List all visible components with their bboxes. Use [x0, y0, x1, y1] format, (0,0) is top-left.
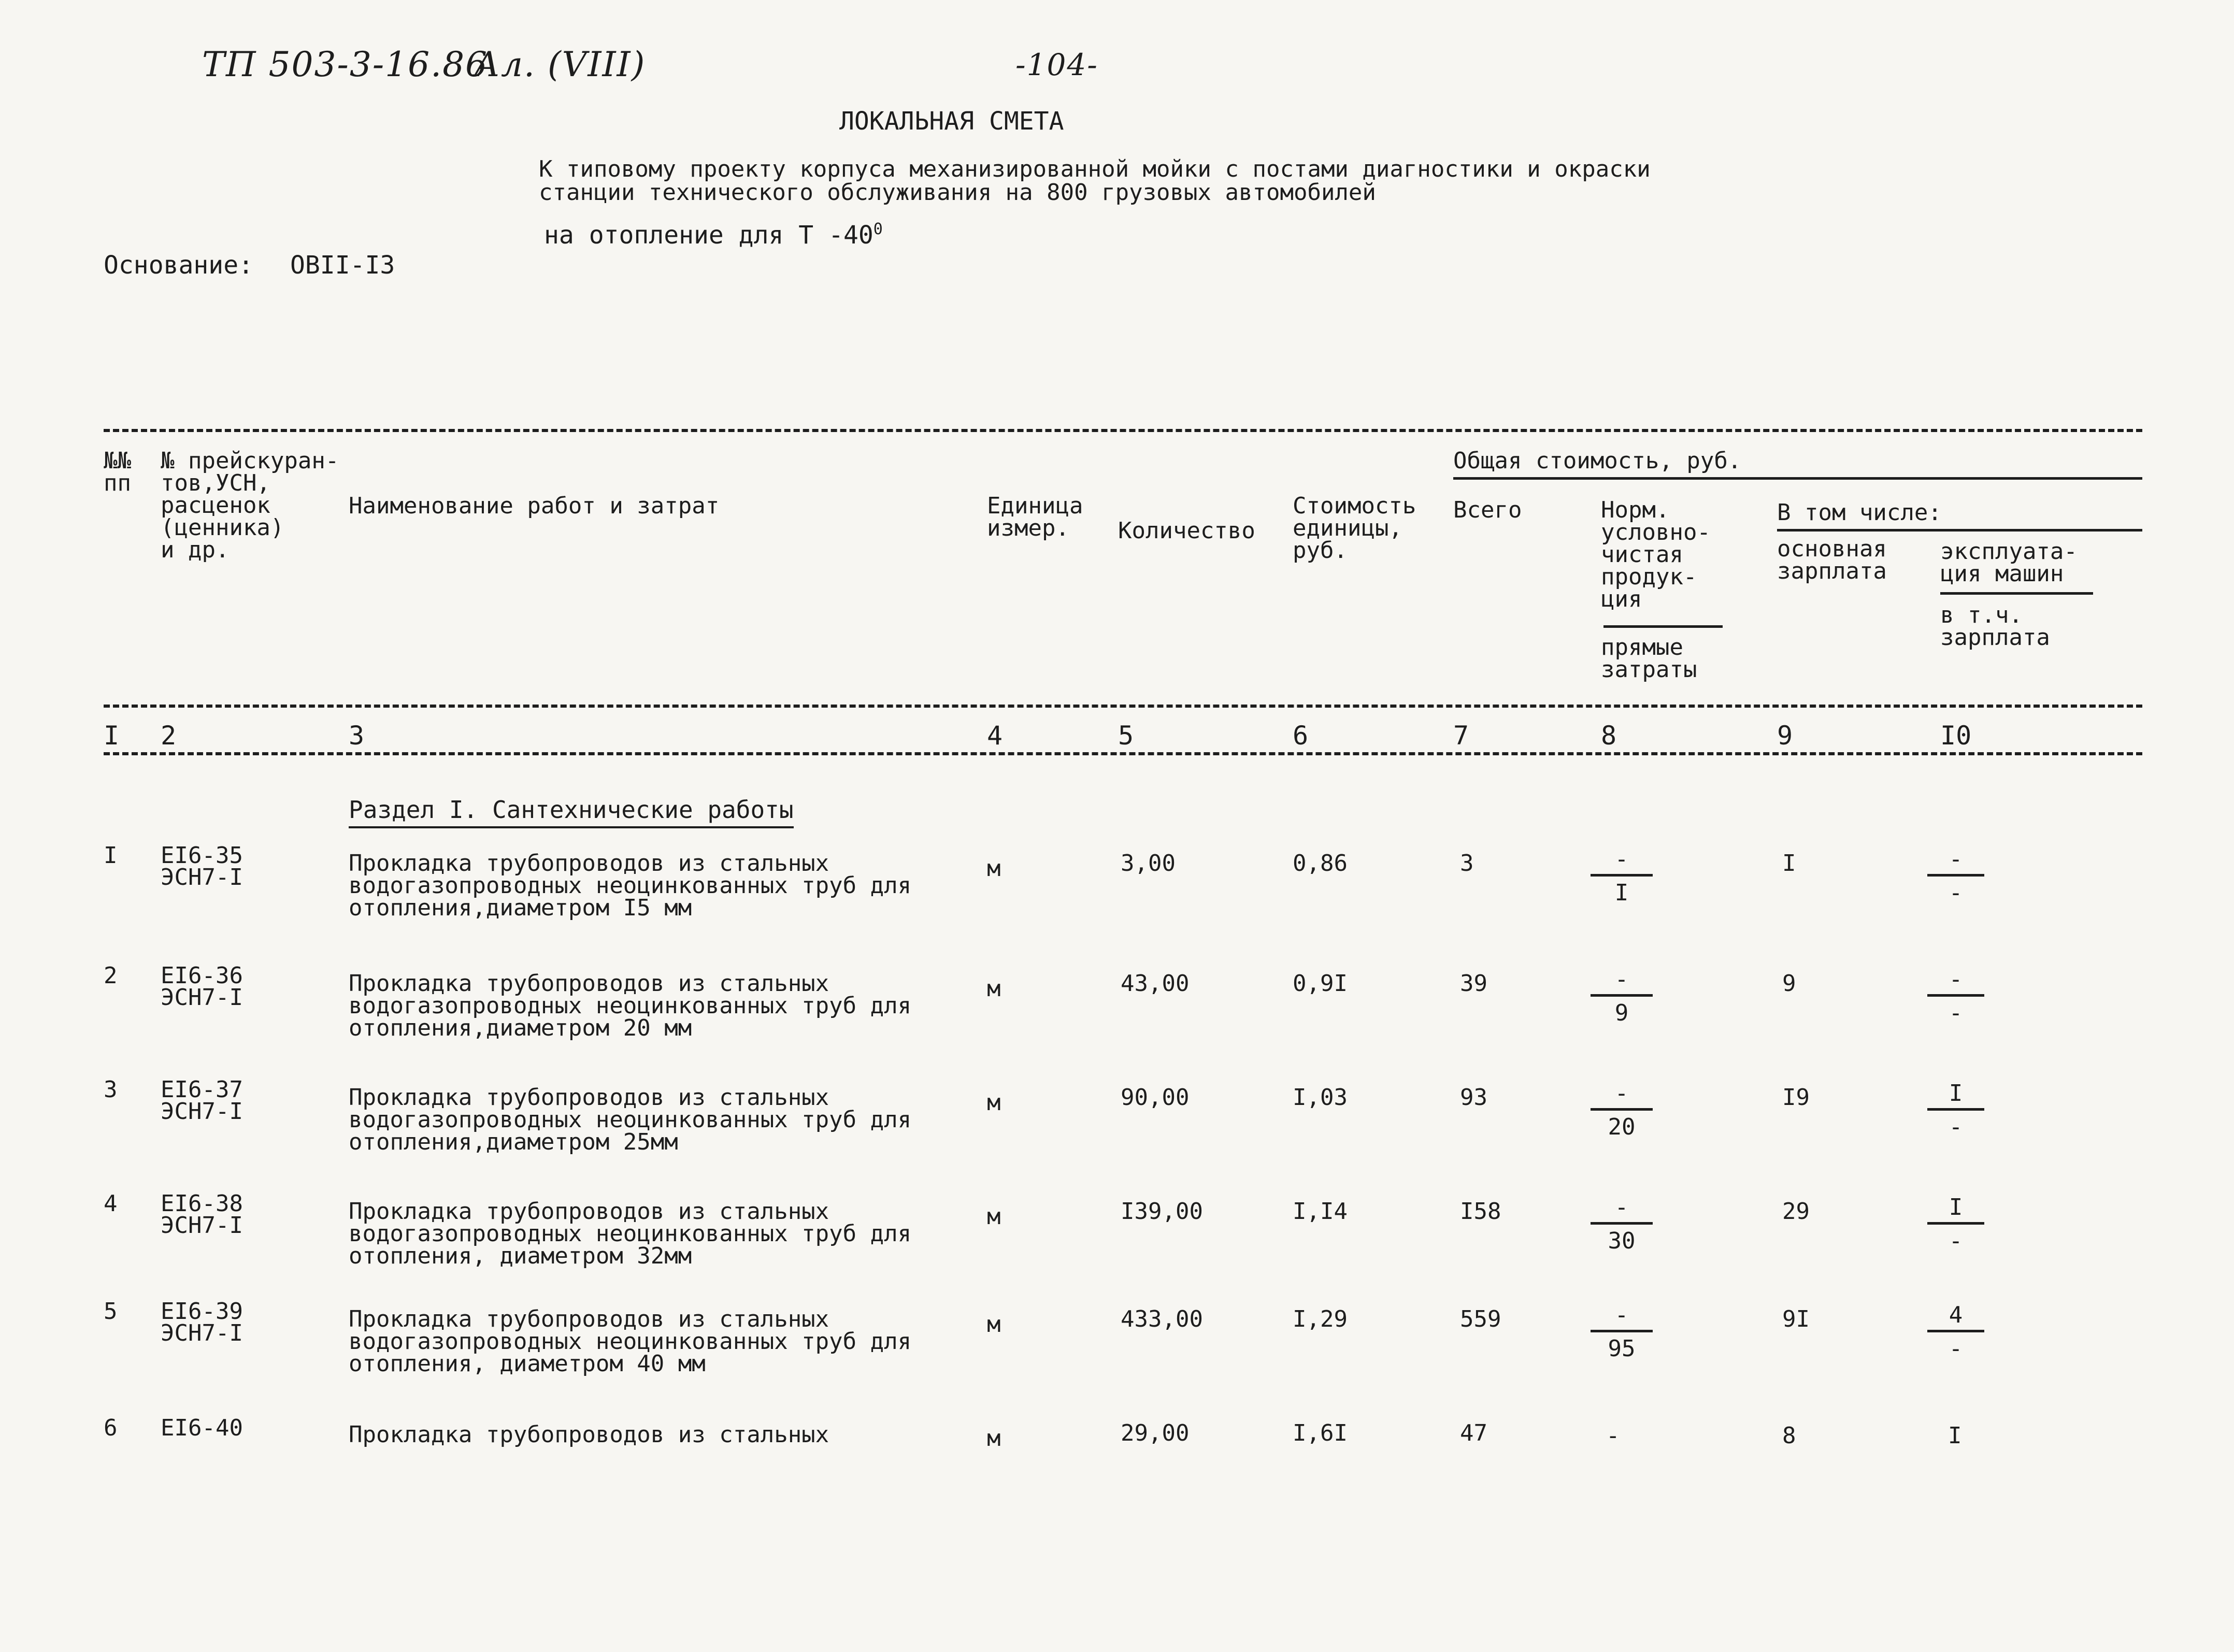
- row-code-secondary: ЭСН7-I: [161, 1320, 243, 1346]
- fraction-bar: [1927, 1330, 1984, 1332]
- row-quantity: I39,00: [1121, 1198, 1203, 1225]
- section-title-text: Раздел I. Сантехнические работы: [349, 796, 794, 828]
- row-name: Прокладка трубопроводов из стальных водогазопроводных неоцинкованных труб для отопления,диаметром 25мм: [349, 1084, 912, 1155]
- norm-production-value: -: [1614, 1302, 1629, 1328]
- row-code: EI6-36: [161, 963, 243, 989]
- row-number: I: [104, 842, 118, 869]
- document-title: ЛОКАЛЬНАЯ СМЕТА: [839, 107, 1064, 136]
- row-norm-fraction: [1591, 1081, 1653, 1140]
- row-unit: м: [987, 1425, 1001, 1452]
- machines-salary-value: -: [1949, 1000, 1963, 1026]
- norm-production-value: -: [1614, 1080, 1629, 1107]
- row-norm-fraction: [1591, 967, 1653, 1026]
- column-number-2: 2: [161, 721, 177, 751]
- fraction-bar: [1927, 1108, 1984, 1111]
- row-quantity: 3,00: [1121, 850, 1176, 877]
- row-salary: I: [1782, 850, 1796, 877]
- header-including: В том числе:: [1777, 499, 1942, 526]
- fraction-bar: [1591, 874, 1653, 877]
- heating-text: на отопление для Т -40: [544, 221, 873, 250]
- row-number: 3: [104, 1076, 118, 1103]
- fraction-bar: [1927, 874, 1984, 877]
- row-machines-fraction: [1927, 967, 1984, 1026]
- basis-label: Основание:: [104, 251, 253, 280]
- header-machine-operation: эксплуата- ция машин: [1940, 538, 2078, 587]
- row-name: Прокладка трубопроводов из стальных: [349, 1421, 829, 1448]
- header-unit: Единица измер.: [987, 493, 1083, 541]
- row-number: 4: [104, 1190, 118, 1217]
- header-total: Всего: [1453, 497, 1522, 523]
- header-total-group: Общая стоимость, руб.: [1453, 448, 1742, 474]
- row-name: Прокладка трубопроводов из стальных водогазопроводных неоцинкованных труб для отопления,диаметром I5 мм: [349, 850, 912, 921]
- subtitle-line-1: К типовому проекту корпуса механизированной мойки с постами диагностики и окраски: [539, 156, 1651, 182]
- row-unit: м: [987, 975, 1001, 1002]
- row-code-secondary: ЭСН7-I: [161, 1212, 243, 1239]
- row-total: 47: [1460, 1420, 1487, 1446]
- direct-costs-value: 9: [1614, 1000, 1629, 1026]
- column-number-10: I0: [1940, 721, 1972, 751]
- row-unit: м: [987, 855, 1001, 882]
- fraction-bar: [1591, 1108, 1653, 1111]
- row-total: 39: [1460, 970, 1487, 997]
- row-unit: м: [987, 1089, 1001, 1116]
- row-code: EI6-38: [161, 1190, 243, 1217]
- row-name: Прокладка трубопроводов из стальных водогазопроводных неоцинкованных труб для отопления, диаметром 40 мм: [349, 1306, 912, 1377]
- row-machines-fraction: [1927, 1303, 1984, 1361]
- row-code-secondary: ЭСН7-I: [161, 1098, 243, 1125]
- table-header-bottom-rule: [104, 705, 2142, 708]
- fraction-bar: [1591, 1222, 1653, 1225]
- header-base-salary: основная зарплата: [1777, 536, 1887, 584]
- norm-split-rule: [1603, 625, 1723, 628]
- row-unit-cost: 0,86: [1293, 850, 1348, 877]
- row-quantity: 433,00: [1121, 1306, 1203, 1332]
- row-norm-fraction: [1591, 1195, 1653, 1254]
- row-salary: I9: [1782, 1084, 1810, 1111]
- table-top-rule: [104, 429, 2142, 432]
- column-number-6: 6: [1293, 721, 1309, 751]
- column-number-5: 5: [1118, 721, 1134, 751]
- row-unit: м: [987, 1203, 1001, 1230]
- row-total: 93: [1460, 1084, 1487, 1111]
- heating-line: [544, 222, 883, 248]
- fraction-bar: [1927, 994, 1984, 997]
- row-salary: 9: [1782, 970, 1796, 997]
- row-code-secondary: ЭСН7-I: [161, 984, 243, 1011]
- section-title: [349, 798, 794, 822]
- column-number-7: 7: [1453, 721, 1469, 751]
- row-quantity: 90,00: [1121, 1084, 1190, 1111]
- row-number: 5: [104, 1298, 118, 1325]
- column-number-9: 9: [1777, 721, 1793, 751]
- column-number-8: 8: [1601, 721, 1617, 751]
- machines-value: -: [1949, 846, 1963, 872]
- machines-value: 4: [1949, 1302, 1963, 1328]
- machines-split-rule: [1940, 592, 2093, 595]
- machines-value: I: [1949, 1080, 1963, 1107]
- norm-production-value: -: [1614, 1194, 1629, 1220]
- direct-costs-value: 95: [1608, 1335, 1636, 1362]
- row-unit-cost: I,6I: [1293, 1420, 1348, 1446]
- sheet-label: Ал. (VIII): [474, 45, 646, 84]
- row-code: EI6-40: [161, 1415, 243, 1441]
- machines-salary-value: -: [1949, 1335, 1963, 1362]
- row-machines-fraction: [1927, 847, 1984, 906]
- norm-production-value: -: [1614, 846, 1629, 872]
- total-group-rule: [1453, 477, 2142, 480]
- header-norm-production: Норм. условно- чистая продук- ция: [1601, 497, 1711, 612]
- direct-costs-value: I: [1614, 880, 1629, 906]
- row-unit-cost: I,03: [1293, 1084, 1348, 1111]
- header-row-number: №№ пп: [104, 448, 131, 496]
- row-salary: 29: [1782, 1198, 1810, 1225]
- including-group-rule: [1777, 529, 2142, 531]
- norm-production-value: -: [1614, 966, 1629, 993]
- row-quantity: 43,00: [1121, 970, 1190, 997]
- header-price-list: № прейскуран- тов,УСН, расценок (ценника) и др.: [161, 448, 339, 563]
- machines-salary-value: -: [1949, 1114, 1963, 1140]
- column-number-4: 4: [987, 721, 1003, 751]
- row-machines: I: [1948, 1423, 1962, 1449]
- column-number-3: 3: [349, 721, 365, 751]
- row-unit-cost: 0,9I: [1293, 970, 1348, 997]
- page-number: -104-: [1015, 47, 1098, 82]
- header-machine-salary: в т.ч. зарплата: [1940, 602, 2050, 651]
- header-work-name: Наименование работ и затрат: [349, 493, 720, 519]
- machines-salary-value: -: [1949, 880, 1963, 906]
- row-norm: -: [1606, 1423, 1620, 1449]
- machines-salary-value: -: [1949, 1228, 1963, 1254]
- row-unit: м: [987, 1311, 1001, 1338]
- row-number: 2: [104, 963, 118, 989]
- header-quantity: Количество: [1118, 518, 1255, 544]
- header-unit-cost: Стоимость единицы, руб.: [1293, 493, 1416, 564]
- direct-costs-value: 20: [1608, 1114, 1636, 1140]
- row-unit-cost: I,I4: [1293, 1198, 1348, 1225]
- column-number-1: I: [104, 721, 120, 751]
- row-total: 559: [1460, 1306, 1501, 1332]
- subtitle-line-2: станции технического обслуживания на 800 грузовых автомобилей: [539, 179, 1376, 206]
- row-machines-fraction: [1927, 1195, 1984, 1254]
- machines-value: I: [1949, 1194, 1963, 1220]
- row-number: 6: [104, 1415, 118, 1441]
- document-code: ТП 503-3-16.86: [202, 45, 489, 84]
- row-salary: 9I: [1782, 1306, 1810, 1332]
- direct-costs-value: 30: [1608, 1228, 1636, 1254]
- row-total: I58: [1460, 1198, 1501, 1225]
- row-total: 3: [1460, 850, 1474, 877]
- fraction-bar: [1927, 1222, 1984, 1225]
- row-code: EI6-39: [161, 1298, 243, 1325]
- row-code: EI6-37: [161, 1076, 243, 1103]
- row-code: EI6-35: [161, 842, 243, 869]
- row-quantity: 29,00: [1121, 1420, 1190, 1446]
- basis-value: ОВII-I3: [290, 251, 395, 280]
- row-name: Прокладка трубопроводов из стальных водогазопроводных неоцинкованных труб для отопления,диаметром 20 мм: [349, 970, 912, 1041]
- column-numbers-rule: [104, 752, 2142, 755]
- row-code-secondary: ЭСН7-I: [161, 864, 243, 890]
- row-name: Прокладка трубопроводов из стальных водогазопроводных неоцинкованных труб для отопления, диаметром 32мм: [349, 1198, 912, 1269]
- row-norm-fraction: [1591, 1303, 1653, 1361]
- row-unit-cost: I,29: [1293, 1306, 1348, 1332]
- machines-value: -: [1949, 966, 1963, 993]
- header-direct-costs: прямые затраты: [1601, 634, 1697, 683]
- row-salary: 8: [1782, 1423, 1796, 1449]
- fraction-bar: [1591, 994, 1653, 997]
- row-norm-fraction: [1591, 847, 1653, 906]
- fraction-bar: [1591, 1330, 1653, 1332]
- row-machines-fraction: [1927, 1081, 1984, 1140]
- degree-mark: 0: [873, 220, 883, 238]
